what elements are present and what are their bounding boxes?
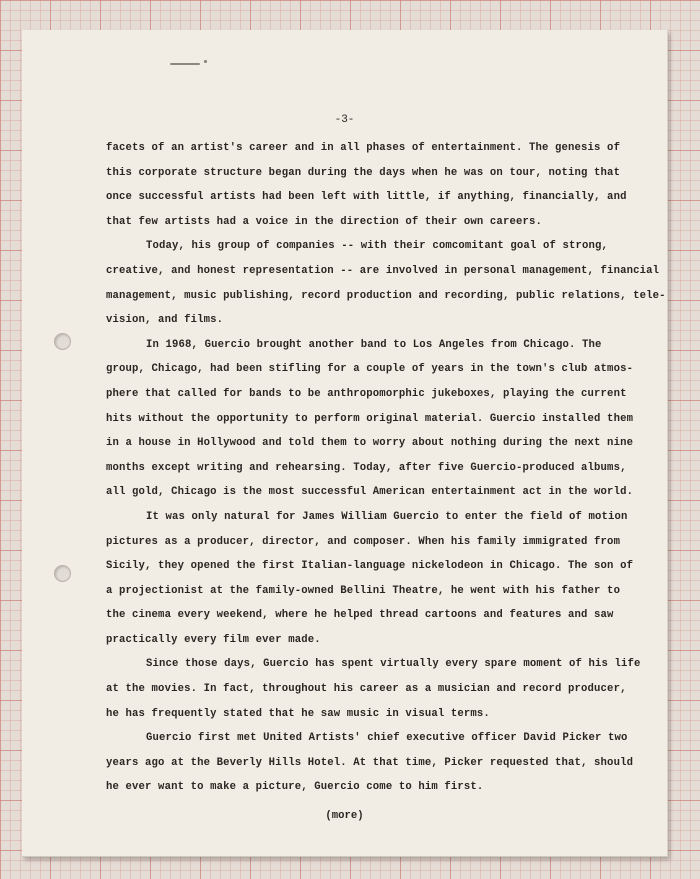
text-line: facets of an artist's career and in all phases of entertainment. The genesis of [106, 142, 621, 154]
text-line: phere that called for bands to be anthropomorphic jukeboxes, playing the current [106, 387, 627, 400]
text-line: that few artists had a voice in the direction of their own careers. [106, 215, 542, 228]
text-line: hits without the opportunity to perform original material. Guercio installed them [106, 412, 634, 425]
text-line: years ago at the Beverly Hills Hotel. At that time, Picker requested that, should [106, 756, 634, 769]
text-line: he ever want to make a picture, Guercio come to him first. [106, 781, 484, 794]
text-line: at the movies. In fact, throughout his career as a musician and record producer, [106, 683, 627, 696]
text-line: creative, and honest representation -- are involved in personal management, financial [106, 264, 660, 277]
text-line: group, Chicago, had been stifling for a couple of years in the town's club atmos- [106, 363, 634, 376]
text-line: all gold, Chicago is the most successful American entertainment act in the world. [106, 486, 634, 499]
text-line: this corporate structure began during the days when he was on tour, noting that [106, 166, 621, 179]
text-line: in a house in Hollywood and told them to worry about nothing during the next nine [106, 437, 634, 450]
text-line: Guercio first met United Artists' chief executive officer David Picker two [146, 732, 628, 745]
text-line: management, music publishing, record production and recording, public relations, tele- [106, 289, 666, 302]
page-number: -3- [334, 114, 355, 126]
text-line: It was only natural for James William Guercio to enter the field of motion [146, 510, 628, 523]
continuation-marker: (more) [325, 810, 364, 822]
text-line: vision, and films. [106, 314, 224, 327]
text-line: months except writing and rehearsing. Today, after five Guercio-produced albums, [106, 461, 627, 474]
text-line: pictures as a producer, director, and composer. When his family immigrated from [106, 535, 621, 548]
text-line: once successful artists had been left with little, if anything, financially, and [106, 191, 627, 204]
text-line: the cinema every weekend, where he helped thread cartoons and features and saw [106, 609, 614, 622]
paper-mark [204, 60, 207, 63]
punch-hole-upper [54, 333, 71, 350]
document-body [106, 136, 666, 800]
text-line: Today, his group of companies -- with their comcomitant goal of strong, [146, 240, 609, 253]
punch-hole-lower [54, 565, 71, 582]
text-line: he has frequently stated that he saw music in visual terms. [106, 707, 490, 720]
typewritten-page [22, 30, 668, 857]
text-line: a projectionist at the family-owned Bellini Theatre, he went with his father to [106, 584, 621, 597]
paper-mark [170, 63, 200, 65]
text-line: practically every film ever made. [106, 633, 321, 646]
text-line: Sicily, they opened the first Italian-language nickelodeon in Chicago. The son of [106, 560, 634, 573]
text-line: Since those days, Guercio has spent virtually every spare moment of his life [146, 658, 641, 671]
text-line: In 1968, Guercio brought another band to Los Angeles from Chicago. The [146, 338, 602, 351]
